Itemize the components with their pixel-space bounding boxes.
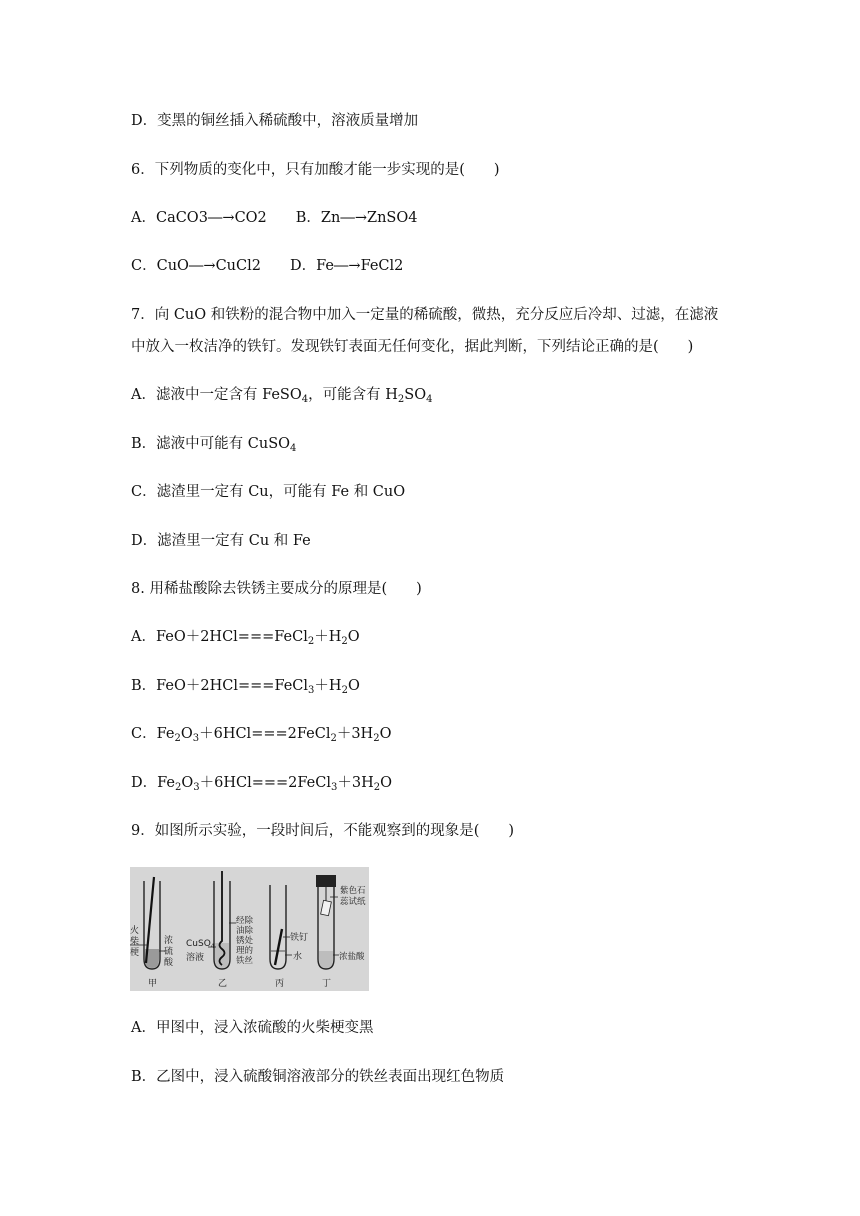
option-7b: B．滤液中可能有 CuSO$_4$ bbox=[131, 436, 297, 454]
test-tubes-diagram bbox=[130, 867, 369, 991]
option-5d: D．变黑的铜丝插入稀硫酸中，溶液质量增加 bbox=[131, 113, 419, 129]
tube-bing bbox=[270, 885, 308, 989]
tube-yi bbox=[186, 871, 254, 989]
label-jia: 甲 bbox=[148, 979, 158, 989]
label-litmus: 紫色石蕊试纸 bbox=[340, 886, 366, 907]
tube-ding bbox=[316, 875, 366, 989]
litmus-paper bbox=[321, 900, 332, 915]
label-yi: 乙 bbox=[218, 979, 228, 989]
label-conc-sulfuric: 浓硫酸 bbox=[164, 936, 174, 968]
question-7-stem-line-1: 7．向 CuO 和铁粉的混合物中加入一定量的稀硫酸，微热，充分反应后冷却、过滤，在滤液 bbox=[131, 307, 719, 323]
option-7a: A．滤液中一定含有 FeSO$_4$，可能含有 $H_2SO_4$ bbox=[131, 387, 433, 405]
label-match: 火柴梗 bbox=[130, 926, 140, 958]
label-bing: 丙 bbox=[275, 979, 285, 989]
option-8b: B．$FeO+2HCl===FeCl_3+H_2O$ bbox=[131, 678, 360, 696]
question-6-options-ab: A．CaCO3―→CO2 B．Zn―→ZnSO4 bbox=[131, 210, 418, 226]
label-nail: 铁钉 bbox=[290, 933, 309, 943]
option-8c: C．$Fe_2O_3+6HCl===2FeCl_2+3H_2O$ bbox=[131, 726, 392, 744]
label-solution: 溶液 bbox=[186, 953, 205, 963]
question-6-options-cd: C．CuO―→CuCl2 D．Fe―→FeCl2 bbox=[131, 258, 404, 274]
question-6-stem: 6．下列物质的变化中，只有加酸才能一步实现的是( ) bbox=[131, 162, 500, 178]
option-9b: B．乙图中，浸入硫酸铜溶液部分的铁丝表面出现红色物质 bbox=[131, 1069, 505, 1085]
question-9-stem: 9．如图所示实验，一段时间后，不能观察到的现象是( ) bbox=[131, 823, 515, 839]
option-8d: D．$Fe_2O_3+6HCl===2FeCl_3+3H_2O$ bbox=[131, 775, 392, 793]
question-7-stem-line-2: 中放入一枚洁净的铁钉。发现铁钉表面无任何变化，据此判断，下列结论正确的是( ) bbox=[131, 339, 694, 355]
question-8-stem: 8. 用稀盐酸除去铁锈主要成分的原理是( ) bbox=[131, 581, 422, 597]
label-ding: 丁 bbox=[322, 979, 332, 989]
tube-jia bbox=[130, 877, 174, 989]
label-water: 水 bbox=[293, 952, 303, 962]
option-7c: C．滤渣里一定有 Cu，可能有 Fe 和 CuO bbox=[131, 484, 406, 500]
option-9a: A．甲图中，浸入浓硫酸的火柴梗变黑 bbox=[131, 1020, 374, 1036]
label-cuso4: CuSO$_4$ bbox=[186, 939, 215, 950]
label-treated-iron-wire: 经除油除锈处理的铁丝 bbox=[236, 916, 254, 966]
option-7d: D．滤渣里一定有 Cu 和 Fe bbox=[131, 533, 311, 549]
label-conc-hcl: 浓盐酸 bbox=[339, 952, 365, 962]
option-8a: A．$FeO+2HCl===FeCl_2+H_2O$ bbox=[131, 629, 360, 647]
experiment-figure bbox=[130, 867, 369, 991]
rubber-stopper bbox=[316, 875, 336, 887]
